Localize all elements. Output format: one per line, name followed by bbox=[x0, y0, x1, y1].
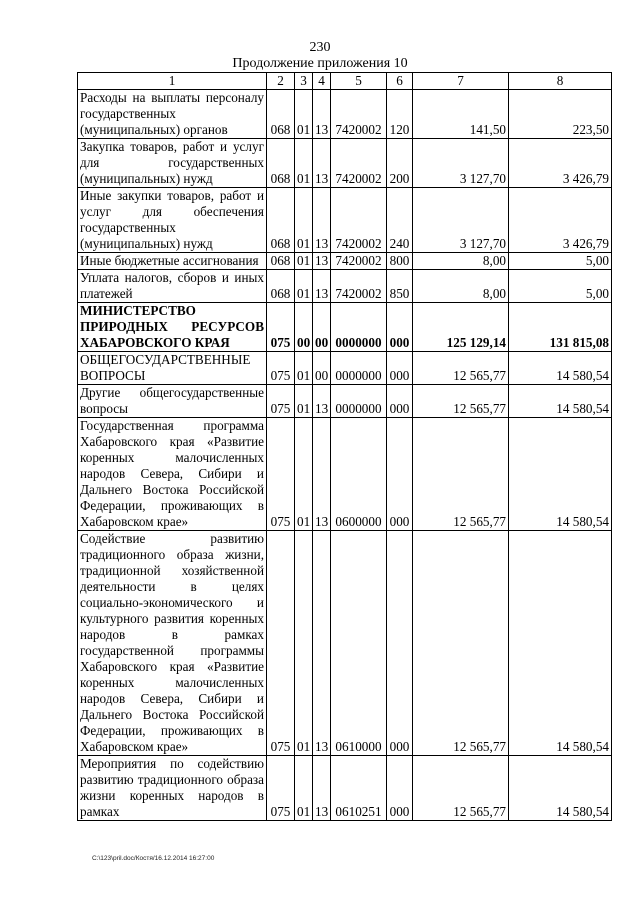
amount-2015-cell: 3 127,70 bbox=[413, 188, 509, 253]
row-name-cell: МИНИСТЕРСТВО ПРИРОДНЫХ РЕСУРСОВ ХАБАРОВСКОГО КРАЯ bbox=[78, 303, 267, 352]
section-code-cell: 01 bbox=[295, 270, 313, 303]
target-article-cell: 7420002 bbox=[331, 253, 387, 270]
expense-type-cell: 000 bbox=[387, 418, 413, 531]
row-name-cell: Расходы на выплаты персоналу государственных (муниципальных) органов bbox=[78, 90, 267, 139]
table-row bbox=[78, 303, 612, 352]
row-name-cell: Другие общегосударственные вопросы bbox=[78, 385, 267, 418]
subsection-code-cell: 13 bbox=[313, 90, 331, 139]
column-header: 4 bbox=[313, 73, 331, 90]
amount-2015-cell: 8,00 bbox=[413, 270, 509, 303]
row-name-cell: Закупка товаров, работ и услуг для государственных (муниципальных) нужд bbox=[78, 139, 267, 188]
expense-type-cell: 000 bbox=[387, 385, 413, 418]
table-row bbox=[78, 188, 612, 253]
row-name-cell: Государственная программа Хабаровского края «Развитие коренных малочисленных народов Севера, Сибири и Дальнего Востока Российской Федерации, проживающих в Хабаровском крае» bbox=[78, 418, 267, 531]
table-row bbox=[78, 385, 612, 418]
amount-2016-cell: 14 580,54 bbox=[509, 756, 612, 821]
table-row bbox=[78, 270, 612, 303]
expense-type-cell: 120 bbox=[387, 90, 413, 139]
table-row bbox=[78, 756, 612, 821]
header-row bbox=[78, 73, 612, 90]
subsection-code-cell: 13 bbox=[313, 270, 331, 303]
column-header: 5 bbox=[331, 73, 387, 90]
section-code-cell: 01 bbox=[295, 90, 313, 139]
target-article-cell: 7420002 bbox=[331, 270, 387, 303]
column-header: 1 bbox=[78, 73, 267, 90]
column-header: 7 bbox=[413, 73, 509, 90]
amount-2016-cell: 14 580,54 bbox=[509, 352, 612, 385]
ministry-code-cell: 068 bbox=[267, 139, 295, 188]
ministry-code-cell: 075 bbox=[267, 303, 295, 352]
expense-type-cell: 850 bbox=[387, 270, 413, 303]
amount-2015-cell: 12 565,77 bbox=[413, 352, 509, 385]
amount-2016-cell: 14 580,54 bbox=[509, 418, 612, 531]
file-path-footer: C:\123\pril.doc/Костя/16.12.2014 16:27:00 bbox=[92, 855, 215, 862]
table-row bbox=[78, 139, 612, 188]
table-row bbox=[78, 352, 612, 385]
amount-2015-cell: 141,50 bbox=[413, 90, 509, 139]
section-code-cell: 01 bbox=[295, 418, 313, 531]
row-name-cell: Уплата налогов, сборов и иных платежей bbox=[78, 270, 267, 303]
expense-type-cell: 000 bbox=[387, 531, 413, 756]
ministry-code-cell: 075 bbox=[267, 756, 295, 821]
section-code-cell: 01 bbox=[295, 139, 313, 188]
amount-2016-cell: 3 426,79 bbox=[509, 188, 612, 253]
section-code-cell: 01 bbox=[295, 385, 313, 418]
ministry-code-cell: 068 bbox=[267, 90, 295, 139]
amount-2016-cell: 14 580,54 bbox=[509, 385, 612, 418]
subsection-code-cell: 13 bbox=[313, 756, 331, 821]
ministry-code-cell: 068 bbox=[267, 270, 295, 303]
section-code-cell: 01 bbox=[295, 253, 313, 270]
target-article-cell: 0000000 bbox=[331, 352, 387, 385]
target-article-cell: 0600000 bbox=[331, 418, 387, 531]
expense-type-cell: 000 bbox=[387, 352, 413, 385]
amount-2015-cell: 12 565,77 bbox=[413, 418, 509, 531]
ministry-code-cell: 075 bbox=[267, 531, 295, 756]
section-code-cell: 01 bbox=[295, 352, 313, 385]
table-row bbox=[78, 418, 612, 531]
row-name-cell: ОБЩЕГОСУДАРСТВЕННЫЕ ВОПРОСЫ bbox=[78, 352, 267, 385]
ministry-code-cell: 068 bbox=[267, 188, 295, 253]
section-code-cell: 00 bbox=[295, 303, 313, 352]
target-article-cell: 7420002 bbox=[331, 188, 387, 253]
amount-2016-cell: 131 815,08 bbox=[509, 303, 612, 352]
budget-table bbox=[77, 72, 612, 821]
section-code-cell: 01 bbox=[295, 756, 313, 821]
ministry-code-cell: 075 bbox=[267, 418, 295, 531]
amount-2015-cell: 12 565,77 bbox=[413, 531, 509, 756]
ministry-code-cell: 075 bbox=[267, 352, 295, 385]
subsection-code-cell: 13 bbox=[313, 253, 331, 270]
row-name-cell: Иные закупки товаров, работ и услуг для обеспечения государственных (муниципальных) нужд bbox=[78, 188, 267, 253]
target-article-cell: 0000000 bbox=[331, 303, 387, 352]
column-header: 8 bbox=[509, 73, 612, 90]
subsection-code-cell: 13 bbox=[313, 418, 331, 531]
expense-type-cell: 200 bbox=[387, 139, 413, 188]
expense-type-cell: 800 bbox=[387, 253, 413, 270]
target-article-cell: 7420002 bbox=[331, 90, 387, 139]
target-article-cell: 7420002 bbox=[331, 139, 387, 188]
amount-2016-cell: 5,00 bbox=[509, 270, 612, 303]
section-code-cell: 01 bbox=[295, 188, 313, 253]
row-name-cell: Содействие развитию традиционного образа жизни, традиционной хозяйственной деятельности в целях социально-экономического и культурного развития коренных народов в рамках государственной программы Хабаровского края «Развитие коренных малочисленных народов Севера, Сибири и Дальнего Востока Российской Федерации, проживающих в Хабаровском крае» bbox=[78, 531, 267, 756]
expense-type-cell: 240 bbox=[387, 188, 413, 253]
amount-2015-cell: 3 127,70 bbox=[413, 139, 509, 188]
subsection-code-cell: 00 bbox=[313, 352, 331, 385]
row-name-cell: Иные бюджетные ассигнования bbox=[78, 253, 267, 270]
amount-2015-cell: 8,00 bbox=[413, 253, 509, 270]
table-row bbox=[78, 253, 612, 270]
subsection-code-cell: 13 bbox=[313, 139, 331, 188]
amount-2016-cell: 3 426,79 bbox=[509, 139, 612, 188]
column-header: 2 bbox=[267, 73, 295, 90]
target-article-cell: 0610251 bbox=[331, 756, 387, 821]
amount-2015-cell: 12 565,77 bbox=[413, 385, 509, 418]
amount-2015-cell: 125 129,14 bbox=[413, 303, 509, 352]
expense-type-cell: 000 bbox=[387, 303, 413, 352]
amount-2015-cell: 12 565,77 bbox=[413, 756, 509, 821]
table-row bbox=[78, 531, 612, 756]
subsection-code-cell: 13 bbox=[313, 385, 331, 418]
amount-2016-cell: 223,50 bbox=[509, 90, 612, 139]
row-name-cell: Мероприятия по содействию развитию традиционного образа жизни коренных народов в рамках bbox=[78, 756, 267, 821]
table-row bbox=[78, 90, 612, 139]
appendix-caption: Продолжение приложения 10 bbox=[232, 56, 408, 71]
subsection-code-cell: 13 bbox=[313, 531, 331, 756]
ministry-code-cell: 075 bbox=[267, 385, 295, 418]
subsection-code-cell: 13 bbox=[313, 188, 331, 253]
target-article-cell: 0000000 bbox=[331, 385, 387, 418]
column-header: 6 bbox=[387, 73, 413, 90]
column-header: 3 bbox=[295, 73, 313, 90]
target-article-cell: 0610000 bbox=[331, 531, 387, 756]
subsection-code-cell: 00 bbox=[313, 303, 331, 352]
ministry-code-cell: 068 bbox=[267, 253, 295, 270]
section-code-cell: 01 bbox=[295, 531, 313, 756]
expense-type-cell: 000 bbox=[387, 756, 413, 821]
amount-2016-cell: 14 580,54 bbox=[509, 531, 612, 756]
amount-2016-cell: 5,00 bbox=[509, 253, 612, 270]
page-number: 230 bbox=[309, 40, 331, 55]
